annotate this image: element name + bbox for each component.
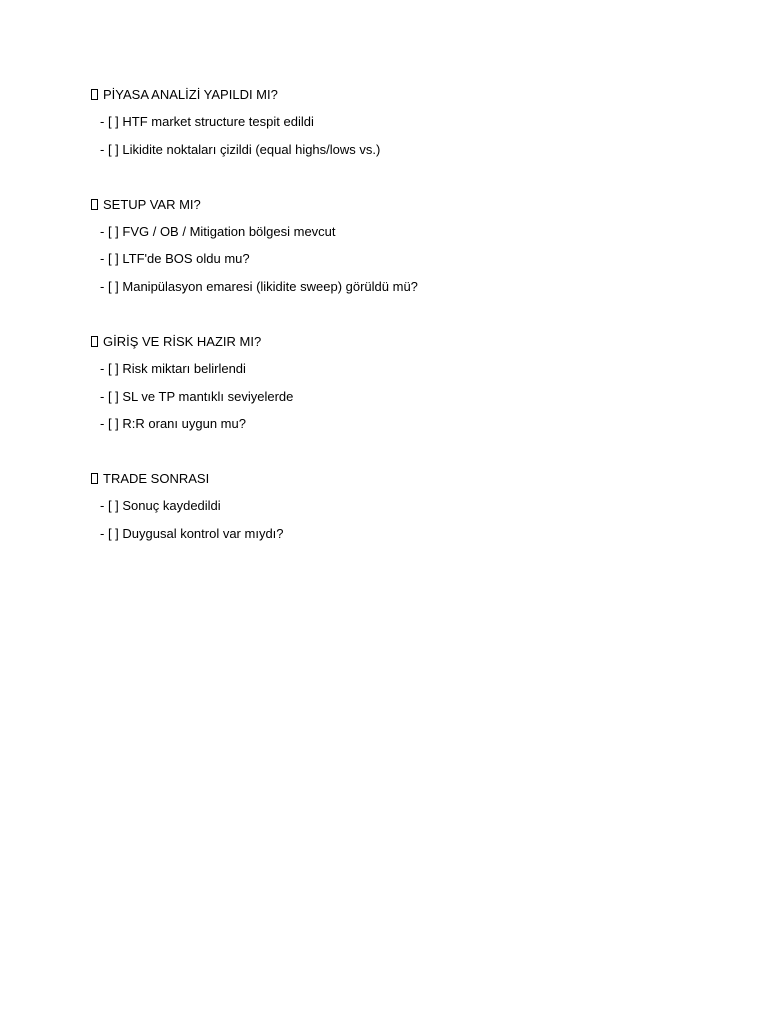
checklist-item: - [ ] Likidite noktaları çizildi (equal highs/lows vs.) xyxy=(100,141,381,157)
checklist-item: - [ ] Sonuç kaydedildi xyxy=(100,498,221,514)
section-setup xyxy=(91,196,691,306)
checklist xyxy=(91,86,691,579)
missing-glyph-icon xyxy=(91,199,98,210)
missing-glyph-icon xyxy=(91,89,98,100)
checklist-item: - [ ] FVG / OB / Mitigation bölgesi mevcut xyxy=(100,224,336,240)
checklist-item: - [ ] HTF market structure tespit edildi xyxy=(100,114,314,130)
missing-glyph-icon xyxy=(91,336,98,347)
checklist-item: - [ ] Risk miktarı belirlendi xyxy=(100,361,246,377)
section-heading xyxy=(91,333,691,360)
section-giris-risk xyxy=(91,333,691,443)
section-heading xyxy=(91,196,691,223)
checklist-item: - [ ] Manipülasyon emaresi (likidite sweep) görüldü mü? xyxy=(100,278,418,294)
section-piyasa-analizi xyxy=(91,86,691,168)
checklist-item: - [ ] LTF'de BOS oldu mu? xyxy=(100,251,250,267)
checklist-item: - [ ] R:R oranı uygun mu? xyxy=(100,415,246,431)
section-heading-text: PİYASA ANALİZİ YAPILDI MI? xyxy=(103,87,278,102)
missing-glyph-icon xyxy=(91,473,98,484)
section-trade-sonrasi xyxy=(91,470,691,552)
section-heading-text: SETUP VAR MI? xyxy=(103,196,201,212)
section-heading xyxy=(91,470,691,497)
section-heading-text: TRADE SONRASI xyxy=(103,470,210,486)
section-heading xyxy=(91,86,691,113)
checklist-item: - [ ] SL ve TP mantıklı seviyelerde xyxy=(100,388,294,404)
checklist-item: - [ ] Duygusal kontrol var mıydı? xyxy=(100,525,284,541)
section-heading-text: GİRİŞ VE RİSK HAZIR MI? xyxy=(103,333,262,349)
